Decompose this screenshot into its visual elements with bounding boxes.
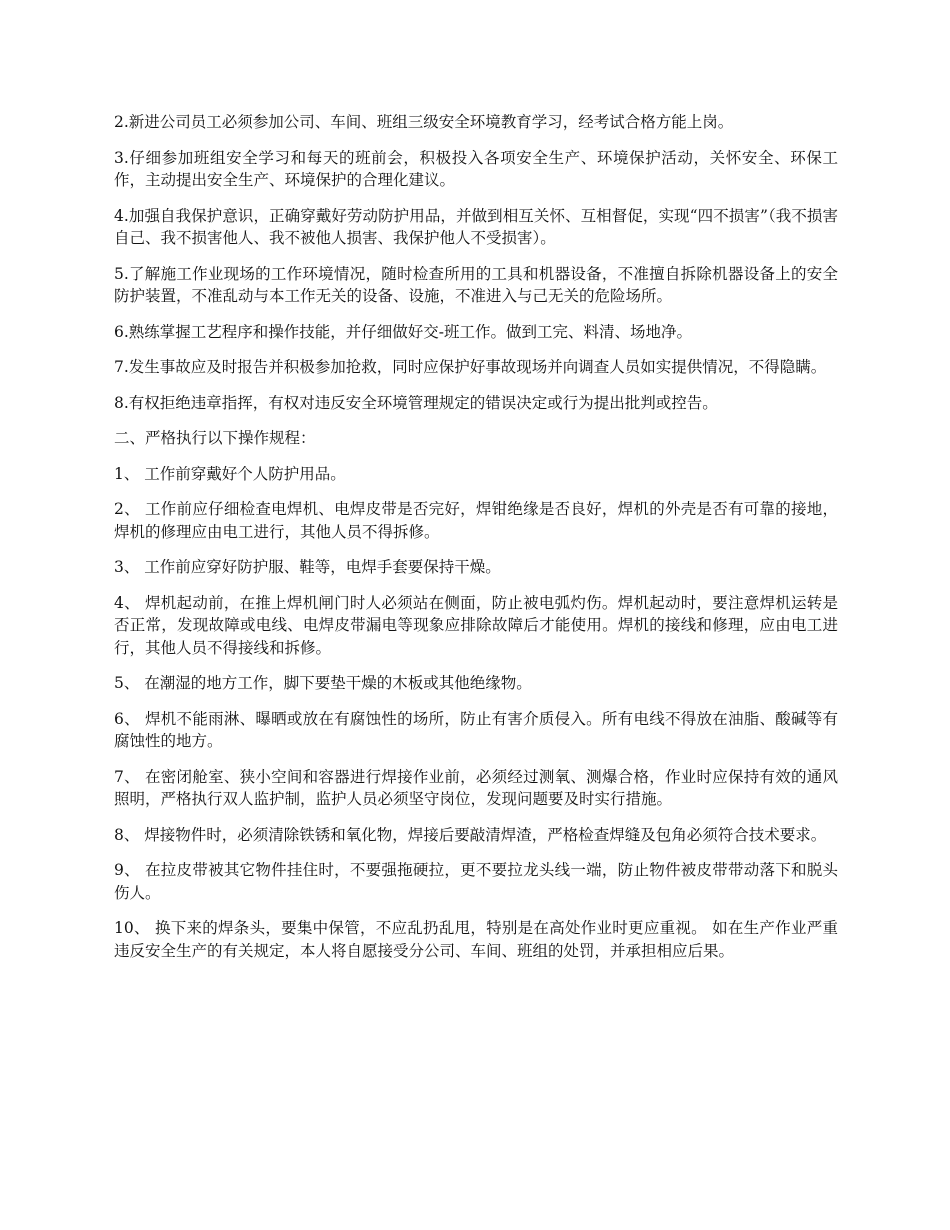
paragraph-rule-5: 5.了解施工作业现场的工作环境情况，随时检查所用的工具和机器设备，不准擅自拆除机器设备上的安全防护装置，不准乱动与本工作无关的设备、设施，不准进入与己无关的危险场所。 <box>114 264 838 305</box>
paragraph-rule-2: 2.新进公司员工必须参加公司、车间、班组三级安全环境教育学习，经考试合格方能上岗。 <box>114 113 734 131</box>
procedure-item-5: 5、 在潮湿的地方工作，脚下要垫干燥的木板或其他绝缘物。 <box>114 674 532 692</box>
paragraph-rule-6: 6.熟练掌握工艺程序和操作技能，并仔细做好交-班工作。做到工完、料清、场地净。 <box>114 322 693 341</box>
procedure-item-7: 7、 在密闭舱室、狭小空间和容器进行焊接作业前，必须经过测氧、测爆合格，作业时应保持有效的通风照明，严格执行双人监护制，监护人员必须坚守岗位，发现问题要及时实行措施。 <box>114 767 838 808</box>
procedure-item-2: 2、 工作前应仔细检查电焊机、电焊皮带是否完好，焊钳绝缘是否良好，焊机的外壳是否有可靠的接地，焊机的修理应由电工进行，其他人员不得拆修。 <box>114 500 838 541</box>
procedure-item-1: 1、 工作前穿戴好个人防护用品。 <box>114 464 346 483</box>
procedure-item-9: 9、 在拉皮带被其它物件挂住时，不要强拖硬拉，更不要拉龙头线一端，防止物件被皮带带动落下和脱头伤人。 <box>114 861 838 902</box>
procedure-item-6: 6、 焊机不能雨淋、曝晒或放在有腐蚀性的场所，防止有害介质侵入。所有电线不得放在油脂、酸碱等有腐蚀性的地方。 <box>114 709 838 750</box>
procedure-item-4: 4、 焊机起动前，在推上焊机闸门时人必须站在侧面，防止被电弧灼伤。焊机起动时，要注意焊机运转是否正常，发现故障或电线、电焊皮带漏电等现象应排除故障后才能使用。焊机的接线和修理，应由电工进行，其他人员不得接线和拆修。 <box>114 593 838 657</box>
paragraph-rule-7: 7.发生事故应及时报告并积极参加抢救，同时应保护好事故现场并向调查人员如实提供情况，不得隐瞒。 <box>114 358 827 376</box>
procedure-item-10: 10、 换下来的焊条头，要集中保管，不应乱扔乱甩，特别是在高处作业时更应重视。 如在生产作业严重违反安全生产的有关规定，本人将自愿接受分公司、车间、班组的处罚，并承担相应后果。 <box>114 919 838 960</box>
document-page <box>114 111 838 975</box>
section-heading-operating-procedures: 二、严格执行以下操作规程： <box>114 429 316 447</box>
paragraph-rule-4: 4.加强自我保护意识，正确穿戴好劳动防护用品，并做到相互关怀、互相督促，实现“四不损害”（我不损害自己、我不损害他人、我不被他人损害、我保护他人不受损害）。 <box>114 206 838 247</box>
procedure-item-3: 3、 工作前应穿好防护服、鞋等，电焊手套要保持干燥。 <box>114 558 501 576</box>
paragraph-rule-3: 3.仔细参加班组安全学习和每天的班前会，积极投入各项安全生产、环境保护活动，关怀安全、环保工作，主动提出安全生产、环境保护的合理化建议。 <box>114 148 838 189</box>
procedure-item-8: 8、 焊接物件时，必须清除铁锈和氧化物，焊接后要敲清焊渣，严格检查焊缝及包角必须符合技术要求。 <box>114 825 827 844</box>
paragraph-rule-8: 8.有权拒绝违章指挥，有权对违反安全环境管理规定的错误决定或行为提出批判或控告。 <box>114 393 718 412</box>
